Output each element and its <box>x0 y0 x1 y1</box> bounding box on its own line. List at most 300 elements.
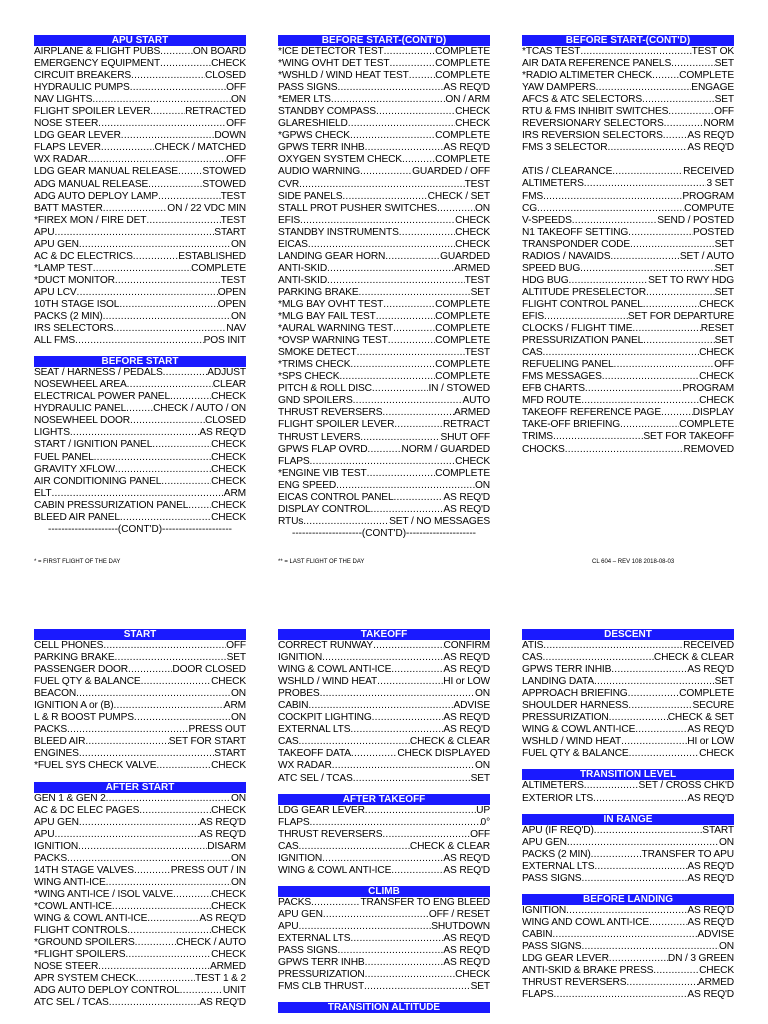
dot-leader <box>367 468 436 480</box>
item-label: N1 TAKEOFF SETTING <box>522 226 629 238</box>
dot-leader <box>553 431 643 443</box>
item-action: CHECK <box>699 298 734 310</box>
dot-leader <box>668 106 714 118</box>
item-action: COMPLETE <box>435 359 490 371</box>
item-action: SET / AUTO <box>679 250 734 262</box>
checklist-item <box>522 861 734 873</box>
item-label: NOSEWHEEL AREA <box>34 379 127 391</box>
dot-leader <box>106 877 231 889</box>
item-label: STANDBY COMPASS <box>278 106 376 118</box>
dot-leader <box>377 676 443 688</box>
item-action: AS REQ'D <box>443 652 490 664</box>
dot-leader <box>339 371 435 383</box>
checklist-item <box>522 748 734 760</box>
item-label: ANTI-SKID <box>278 262 328 274</box>
checklist-item <box>34 805 246 817</box>
checklist-item <box>34 488 246 500</box>
checklist-item <box>278 829 490 841</box>
section-header-descent: DESCENT <box>522 629 734 640</box>
checklist-item <box>34 949 246 961</box>
item-action: ON <box>231 712 246 724</box>
item-label: *OVSP WARNING TEST <box>278 335 388 347</box>
checklist-item <box>278 46 490 58</box>
item-label: ADG AUTO DEPLOY LAMP <box>34 190 159 202</box>
checklist-item <box>34 82 246 94</box>
item-label: FUEL PANEL <box>34 451 94 463</box>
checklist-item <box>278 166 490 178</box>
item-action: SET <box>714 94 734 106</box>
dot-leader <box>372 383 429 395</box>
dot-leader <box>130 415 205 427</box>
dot-leader <box>351 748 397 760</box>
item-label: SEAT / HARNESS / PEDALS <box>34 367 163 379</box>
section-spacer <box>522 760 734 769</box>
dot-leader <box>664 118 704 130</box>
item-label: ADG AUTO DEPLOY CONTROL <box>34 985 180 997</box>
checklist-item <box>522 965 734 977</box>
item-action: AS REQ'D <box>443 724 490 736</box>
dot-leader <box>635 724 687 736</box>
item-action: ON <box>475 479 490 491</box>
dot-leader <box>628 700 692 712</box>
item-label: WING & COWL ANTI-ICE <box>522 724 636 736</box>
item-action: COMPLETE <box>679 70 734 82</box>
item-label: LDG GEAR LEVER <box>522 952 609 964</box>
checklist-item <box>278 969 490 981</box>
checklist-item <box>278 70 490 82</box>
item-label: ALTIMETERS <box>522 780 584 792</box>
item-label: APU GEN <box>522 836 567 848</box>
item-action: ON <box>231 94 246 106</box>
item-action: OPEN <box>217 286 246 298</box>
checklist-item <box>34 142 246 154</box>
item-label: AIR DATA REFERENCE PANELS <box>522 58 672 70</box>
dot-leader <box>98 961 210 973</box>
checklist-item <box>522 142 734 154</box>
item-label: GPWS FLAP OVRD <box>278 443 368 455</box>
item-label: PROBES <box>278 688 320 700</box>
checklist-item <box>34 287 246 299</box>
dot-leader <box>79 239 231 251</box>
dot-leader <box>394 419 443 431</box>
dot-leader <box>350 359 435 371</box>
item-label: CLOCKS / FLIGHT TIME <box>522 323 633 335</box>
item-label: YAW DAMPERS <box>522 82 596 94</box>
dot-leader <box>141 676 212 688</box>
item-label: EFIS <box>522 310 545 322</box>
checklist-item <box>34 865 246 877</box>
checklist-item <box>278 504 490 516</box>
dot-leader <box>594 825 703 837</box>
dot-leader <box>572 215 657 227</box>
item-action: SET <box>714 58 734 70</box>
item-action: CLOSED <box>205 415 246 427</box>
item-action: SET <box>714 286 734 298</box>
item-label: WX RADAR <box>34 154 88 166</box>
dot-leader <box>370 504 443 516</box>
item-label: ENG SPEED <box>278 479 337 491</box>
item-action: AS REQ'D <box>443 142 490 154</box>
item-action: CHECK <box>455 238 490 250</box>
dot-leader <box>158 191 221 203</box>
dot-leader <box>584 780 639 792</box>
dot-leader <box>337 945 443 957</box>
item-label: *WING OVHT DET TEST <box>278 58 390 70</box>
dot-leader <box>113 323 226 335</box>
dot-leader <box>360 166 412 178</box>
checklist-item <box>522 431 734 443</box>
item-label: *MLG BAY FAIL TEST <box>278 311 376 323</box>
item-action: AS REQ'D <box>443 664 490 676</box>
item-action: OFF <box>226 82 246 94</box>
item-action: CHECK <box>699 748 734 760</box>
item-label: SIDE PANELS <box>278 190 343 202</box>
item-action: TEST <box>464 274 490 286</box>
checklist-item <box>522 977 734 989</box>
item-label: V-SPEEDS <box>522 214 572 226</box>
section-header-before-start-cont-d: BEFORE START-(CONT'D) <box>522 35 734 46</box>
item-label: FLAPS <box>278 816 310 828</box>
dot-leader <box>383 299 435 311</box>
checklist-item <box>34 367 246 379</box>
item-action: COMPLETE <box>435 467 490 479</box>
item-label: FLAPS LEVER <box>34 142 101 154</box>
checklist-item <box>278 383 490 395</box>
checklist-item <box>522 837 734 849</box>
dot-leader <box>112 901 211 913</box>
item-label: WX RADAR <box>278 760 332 772</box>
checklist-item <box>34 130 246 142</box>
checklist-item <box>522 793 734 805</box>
dot-leader <box>350 933 443 945</box>
dot-leader <box>135 937 176 949</box>
item-label: *ENGINE VIB TEST <box>278 467 367 479</box>
item-label: *SPS CHECK <box>278 371 340 383</box>
dot-leader <box>136 973 195 985</box>
item-action: CHECK & CLEAR <box>409 736 490 748</box>
checklist-item <box>34 652 246 664</box>
item-action: PRESS OUT <box>188 724 246 736</box>
dot-leader <box>134 712 231 724</box>
dot-leader <box>55 829 200 841</box>
item-action: COMPLETE <box>435 46 490 57</box>
dot-leader <box>161 476 211 488</box>
checklist-item <box>34 748 246 760</box>
checklist-item <box>34 323 246 335</box>
item-action: AS REQ'D <box>199 816 246 828</box>
item-label: START / IGNITION PANEL <box>34 439 153 451</box>
item-label: GND SPOILERS <box>278 395 353 407</box>
item-label: LIGHTS <box>34 427 70 439</box>
checklist-item <box>34 724 246 736</box>
item-label: WING ANTI-ICE <box>34 876 106 888</box>
checklist-item <box>522 873 734 885</box>
item-action: CHECK <box>455 455 490 467</box>
item-action: CHECK <box>455 969 490 981</box>
dot-leader <box>596 82 692 94</box>
dot-leader <box>629 748 700 760</box>
checklist-item <box>278 480 490 492</box>
item-action: GUARDED / OFF <box>412 166 490 178</box>
dot-leader <box>382 407 454 419</box>
dot-leader <box>376 106 455 118</box>
item-label: CAS <box>278 736 299 748</box>
dot-leader <box>156 760 211 772</box>
item-label: GLARESHIELD <box>278 118 348 130</box>
item-label: CORRECT RUNWAY <box>278 640 374 651</box>
dot-leader <box>607 142 687 154</box>
checklist-item <box>34 889 246 901</box>
item-label: CAS <box>522 652 543 664</box>
continued-marker: ---------------------(CONT'D)--------------------- <box>292 527 476 539</box>
item-label: NOSE STEER <box>34 961 99 973</box>
item-label: REFUELING PANEL <box>522 359 614 371</box>
checklist-item <box>522 849 734 861</box>
item-action: TEST 1 & 2 <box>195 973 246 985</box>
checklist-item <box>34 166 246 178</box>
checklist-item <box>34 985 246 997</box>
dot-leader <box>365 957 444 969</box>
checklist-item <box>522 929 734 941</box>
checklist-item <box>522 347 734 359</box>
checklist-item <box>278 981 490 993</box>
item-label: FLIGHT SPOILER LEVER <box>34 106 151 118</box>
item-label: LANDING DATA <box>522 676 594 688</box>
checklist-item <box>34 829 246 841</box>
item-action: DISARM <box>207 840 246 852</box>
item-label: PARKING BRAKE <box>278 286 359 298</box>
item-action: AS REQ'D <box>687 142 734 154</box>
revision-label: CL 604 – REV 108 2018-08-03 <box>592 559 675 565</box>
checklist-item <box>522 688 734 700</box>
item-label: APU LCV <box>34 286 77 298</box>
dot-leader <box>322 853 443 865</box>
dot-leader <box>310 817 481 829</box>
checklist-item <box>34 439 246 451</box>
checklist-item <box>278 712 490 724</box>
checklist-item <box>278 154 490 166</box>
item-action: COMPLETE <box>435 298 490 310</box>
item-label: FLIGHT CONTROLS <box>34 925 128 937</box>
dot-leader <box>67 853 231 865</box>
item-action: UP <box>476 804 490 816</box>
dot-leader <box>609 953 668 965</box>
dot-leader <box>170 391 211 403</box>
dot-leader <box>119 299 217 311</box>
dot-leader <box>652 70 679 82</box>
item-label: CIRCUIT BREAKERS <box>34 70 132 82</box>
dot-leader <box>130 82 226 94</box>
item-label: *COWL ANTI-ICE <box>34 900 112 912</box>
checklist-item <box>34 335 246 347</box>
checklist-item <box>34 391 246 403</box>
item-action: TEST <box>220 274 246 286</box>
item-action: UNIT <box>222 985 246 997</box>
item-label: THRUST REVERSERS <box>278 407 383 419</box>
item-action: NORM / GUARDED <box>401 443 490 455</box>
section-header-transition-altitude: TRANSITION ALTITUDE <box>278 1002 490 1013</box>
dot-leader <box>303 516 389 528</box>
item-action: COMPLETE <box>435 371 490 383</box>
item-label: ANTI-SKID & BRAKE PRESS <box>522 965 654 977</box>
dot-leader <box>133 251 178 263</box>
item-action: 3 SET <box>706 178 734 190</box>
item-label: FMS CLB THRUST <box>278 981 365 993</box>
item-action: SET <box>714 676 734 688</box>
item-label: AIR CONDITIONING PANEL <box>34 475 162 487</box>
dot-leader <box>134 865 171 877</box>
item-label: ALTITUDE PRESELECTOR <box>522 286 646 298</box>
item-action: CHECK <box>699 371 734 383</box>
item-label: PASS SIGNS <box>522 940 582 952</box>
item-label: ALTIMETERS <box>522 178 584 190</box>
dot-leader <box>77 287 218 299</box>
item-action: AS REQ'D <box>443 503 490 515</box>
item-label: IGNITION <box>278 852 323 864</box>
item-label: *WSHLD / WIND HEAT TEST <box>278 70 409 82</box>
checklist-item <box>278 921 490 933</box>
dot-leader <box>337 82 443 94</box>
dot-leader <box>393 492 443 504</box>
item-label: L & R BOOST PUMPS <box>34 712 134 724</box>
dot-leader <box>93 263 191 275</box>
item-action: ON <box>231 311 246 323</box>
checklist-item <box>278 58 490 70</box>
item-label: CAS <box>278 840 299 852</box>
item-label: PACKS (2 MIN) <box>522 848 591 860</box>
dot-leader <box>115 275 221 287</box>
checklist-item <box>522 825 734 837</box>
item-action: PROGRAM <box>682 383 734 395</box>
item-action: CHECK <box>211 451 246 463</box>
item-action: CHECK & SET <box>667 712 734 724</box>
dot-leader <box>342 191 427 203</box>
item-action: AS REQ'D <box>443 945 490 957</box>
item-action: AS REQ'D <box>199 912 246 924</box>
checklist-item <box>34 512 246 524</box>
checklist-item <box>522 166 734 178</box>
item-label: PRESSURIZATION <box>278 969 365 981</box>
item-action: TEST <box>220 214 246 226</box>
item-action: ADVISE <box>697 928 734 940</box>
dot-leader <box>98 118 226 130</box>
item-action: ARMED <box>697 977 734 989</box>
item-label: PRESSURIZATION PANEL <box>522 335 644 347</box>
item-label: EXTERNAL LTS <box>278 932 351 944</box>
item-label: ANTI-SKID <box>278 274 328 286</box>
dot-leader <box>299 921 432 933</box>
item-action: SET / CROSS CHK'D <box>638 780 734 792</box>
item-label: PITCH & ROLL DISC <box>278 383 372 395</box>
checklist-item <box>34 275 246 287</box>
section-spacer <box>522 805 734 814</box>
item-label: GPWS TERR INHIB <box>522 664 612 676</box>
start-column <box>34 629 246 1009</box>
item-label: *FLIGHT SPOILERS <box>34 949 126 961</box>
item-action: SET <box>470 981 490 993</box>
item-label: 14TH STAGE VALVES <box>34 864 134 876</box>
checklist-item <box>278 287 490 299</box>
item-action: SET <box>470 286 490 298</box>
item-label: SMOKE DETECT <box>278 347 357 359</box>
item-action: COMPUTE <box>684 202 734 214</box>
checklist-item <box>522 652 734 664</box>
item-label: ADG MANUAL RELEASE <box>34 178 149 190</box>
item-action: ARM <box>223 700 246 712</box>
checklist-item <box>278 640 490 652</box>
item-action: AS REQ'D <box>687 904 734 916</box>
item-action: CHECK <box>211 925 246 937</box>
item-label: PACKS <box>34 852 68 864</box>
dot-leader <box>642 94 715 106</box>
dot-leader <box>609 712 668 724</box>
item-label: PASS SIGNS <box>278 82 338 94</box>
item-action: NORM <box>703 118 734 130</box>
item-label: *LAMP TEST <box>34 262 93 274</box>
item-action: CHECK <box>211 391 246 403</box>
checklist-item <box>34 179 246 191</box>
checklist-item <box>522 664 734 676</box>
item-action: SHUTDOWN <box>431 920 490 932</box>
item-label: HDG BUG <box>522 274 569 286</box>
dot-leader <box>299 841 410 853</box>
checklist-item <box>278 853 490 865</box>
dot-leader <box>580 263 715 275</box>
before-start-contd-column <box>278 35 490 540</box>
checklist-item <box>34 239 246 251</box>
item-label: FMS MESSAGES <box>522 371 602 383</box>
section-header-before-start: BEFORE START <box>34 356 246 367</box>
item-action: ON <box>231 876 246 888</box>
item-label: FUEL QTY & BALANCE <box>34 676 141 688</box>
dot-leader <box>336 480 475 492</box>
item-action: TEST <box>220 190 246 202</box>
item-label: IGNITION <box>522 904 567 916</box>
checklist-item <box>278 736 490 748</box>
item-action: CLEAR <box>212 379 246 391</box>
checklist-item <box>278 897 490 909</box>
checklist-item <box>34 793 246 805</box>
item-action: ON <box>719 940 734 952</box>
checklist-item <box>522 724 734 736</box>
item-label: BLEED AIR <box>34 736 86 748</box>
item-label: CVR <box>278 178 300 190</box>
item-label: ENGINES <box>34 748 79 760</box>
dot-leader <box>115 464 211 476</box>
checklist-item <box>278 347 490 359</box>
dot-leader <box>614 359 715 371</box>
dot-leader <box>626 977 698 989</box>
dot-leader <box>399 227 455 239</box>
dot-leader <box>367 444 401 456</box>
item-action: AS REQ'D <box>687 989 734 1001</box>
checklist-item <box>522 335 734 347</box>
item-label: *TCAS TEST <box>522 46 581 57</box>
item-action: CHECK <box>211 58 246 70</box>
item-label: LDG GEAR MANUAL RELEASE <box>34 166 178 178</box>
checklist-item <box>278 817 490 829</box>
item-action: ON / ARM <box>445 94 490 106</box>
checklist-item <box>34 427 246 439</box>
checklist-item <box>522 70 734 82</box>
checklist-item <box>34 403 246 415</box>
checklist-item <box>34 700 246 712</box>
dot-leader <box>152 439 211 451</box>
item-action: CONFIRM <box>443 640 490 651</box>
item-action: ON <box>231 688 246 700</box>
dot-leader <box>384 46 436 58</box>
item-action: AS REQ'D <box>199 997 246 1009</box>
